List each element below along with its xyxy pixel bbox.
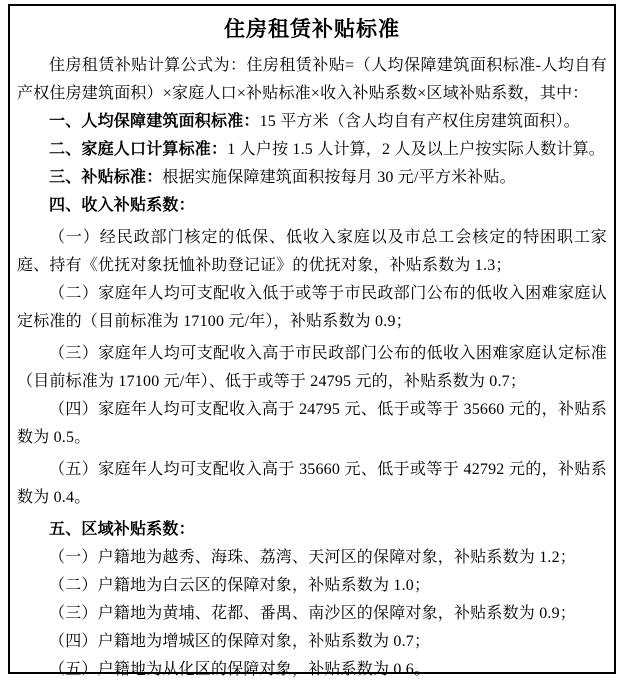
paragraph-formula [17, 52, 607, 108]
paragraph-lead: 一、人均保障建筑面积标准： [49, 113, 260, 130]
paragraph-text: （四）户籍地为增城区的保障对象，补贴系数为 0.7； [49, 633, 431, 650]
paragraph-text: （四）家庭年人均可支配收入高于 24795 元、低于或等于 35660 元的，补贴系数为 0.5。 [17, 401, 607, 446]
paragraph-lead: 五、区域补贴系数： [49, 521, 195, 538]
page-title: 住房租赁补贴标准 [224, 18, 400, 41]
region-item-3 [17, 600, 607, 628]
item-area-standard [17, 108, 607, 136]
section-region-coefficient [17, 516, 607, 544]
paragraph-text: 1 人户按 1.5 人计算，2 人及以上户按实际人数计算。 [227, 141, 606, 158]
income-item-1 [17, 224, 607, 280]
paragraph-text: （五）户籍地为从化区的保障对象，补贴系数为 0.6。 [49, 661, 431, 678]
section-income-coefficient [17, 192, 607, 220]
paragraph-lead: 四、收入补贴系数： [49, 197, 195, 214]
income-item-2 [17, 280, 607, 336]
income-item-3 [17, 340, 607, 396]
region-item-5 [17, 656, 607, 684]
paragraph-text: （二）家庭年人均可支配收入低于或等于市民政部门公布的低收入困难家庭认定标准的（目前标准为 17100 元/年），补贴系数为 0.9； [17, 285, 607, 330]
paragraph-text: （一）经民政部门核定的低保、低收入家庭以及市总工会核定的特困职工家庭、持有《优抚对象抚恤补助登记证》的优抚对象，补贴系数为 1.3； [17, 229, 607, 274]
paragraph-text: （二）户籍地为白云区的保障对象，补贴系数为 1.0； [49, 577, 431, 594]
paragraph-text: （一）户籍地为越秀、海珠、荔湾、天河区的保障对象，补贴系数为 1.2； [49, 549, 577, 566]
paragraph-text: 住房租赁补贴计算公式为：住房租赁补贴=（人均保障建筑面积标准-人均自有产权住房建筑面积）×家庭人口×补贴标准×收入补贴系数×区域补贴系数，其中： [17, 57, 607, 102]
paragraph-lead: 三、补贴标准： [49, 169, 163, 186]
paragraph-text: （三）家庭年人均可支配收入高于市民政部门公布的低收入困难家庭认定标准（目前标准为 17100 元/年）、低于或等于 24795 元的，补贴系数为 0.7； [17, 345, 607, 390]
paragraph-text: （三）户籍地为黄埔、花都、番禺、南沙区的保障对象，补贴系数为 0.9； [49, 605, 577, 622]
region-item-4 [17, 628, 607, 656]
paragraph-text: （五）家庭年人均可支配收入高于 35660 元、低于或等于 42792 元的，补贴系数为 0.4。 [17, 461, 607, 506]
income-item-5 [17, 456, 607, 512]
item-subsidy-rate [17, 164, 607, 192]
item-household-size [17, 136, 607, 164]
region-item-1 [17, 544, 607, 572]
paragraph-lead: 二、家庭人口计算标准： [49, 141, 228, 158]
document-page [8, 4, 616, 678]
region-item-2 [17, 572, 607, 600]
paragraph-text: 根据实施保障建筑面积按每月 30 元/平方米补贴。 [162, 169, 516, 186]
paragraph-text: 15 平方米（含人均自有产权住房建筑面积）。 [259, 113, 581, 130]
income-item-4 [17, 396, 607, 452]
